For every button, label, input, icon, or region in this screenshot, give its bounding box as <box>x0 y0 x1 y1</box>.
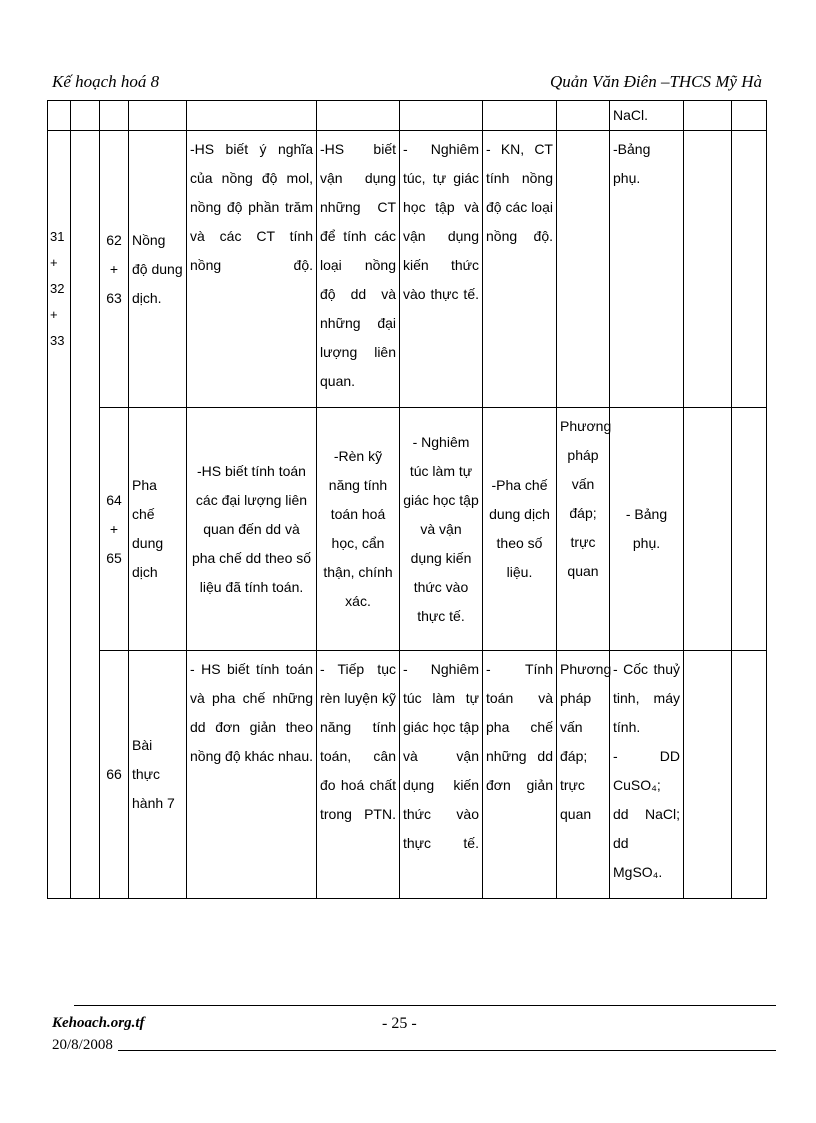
footer-rule <box>118 1050 776 1051</box>
lesson-number: 62 + 63 <box>100 131 129 408</box>
table-row <box>48 651 767 899</box>
lesson-number: 66 <box>100 651 129 899</box>
lesson-title: Bài thực hành 7 <box>129 651 187 899</box>
cell-empty <box>684 408 732 651</box>
resources: - Cốc thuỷ tinh, máy tính. - DD CuSO₄; dd NaCl; dd MgSO₄. <box>610 651 684 899</box>
table-row <box>48 131 767 408</box>
footer-site: Kehoach.org.tf <box>52 1015 145 1031</box>
cell-empty <box>483 101 557 131</box>
cell-empty <box>557 101 610 131</box>
key-focus: -Pha chế dung dịch theo số liệu. <box>483 408 557 651</box>
lesson-title: Pha chế dung dịch <box>129 408 187 651</box>
cell-empty <box>732 408 767 651</box>
cell-empty <box>100 101 129 131</box>
teaching-method <box>557 131 610 408</box>
key-focus: - KN, CT tính nồng độ các loại nồng độ. <box>483 131 557 408</box>
cell-empty <box>129 101 187 131</box>
skill-objective: -HS biết vận dụng những CT để tính các loại nồng độ dd và những đại lượng liên quan. <box>317 131 400 408</box>
knowledge-objective: - HS biết tính toán và pha chế những dd đơn giản theo nồng độ khác nhau. <box>187 651 317 899</box>
key-focus: - Tính toán và pha chế những dd đơn giản <box>483 651 557 899</box>
cell-week-empty <box>48 101 71 131</box>
table-row <box>48 408 767 651</box>
cell-empty <box>71 131 100 899</box>
table-row-top <box>48 101 767 131</box>
resources: -Bảng phụ. <box>610 131 684 408</box>
footer-date: 20/8/2008 <box>52 1037 113 1053</box>
teaching-method: Phương pháp vấn đáp; trực quan <box>557 408 610 651</box>
page-number: - 25 - <box>382 1015 417 1032</box>
cell-empty <box>732 131 767 408</box>
attitude-objective: - Nghiêm túc làm tự giác học tập và vận dụng kiến thức vào thực tế. <box>400 651 483 899</box>
cell-empty <box>684 101 732 131</box>
attitude-objective: - Nghiêm túc làm tự giác học tập và vận dụng kiến thức vào thực tế. <box>400 408 483 651</box>
teaching-method: Phương pháp vấn đáp; trực quan <box>557 651 610 899</box>
cell-empty <box>400 101 483 131</box>
cell-empty <box>684 131 732 408</box>
footer-rule <box>74 1005 776 1006</box>
cell-empty <box>732 101 767 131</box>
cell-empty <box>317 101 400 131</box>
knowledge-objective: -HS biết tính toán các đại lượng liên quan đến dd và pha chế dd theo số liệu đã tính toán. <box>187 408 317 651</box>
cell-resources-top: NaCl. <box>610 101 684 131</box>
skill-objective: -Rèn kỹ năng tính toán hoá học, cẩn thận, chính xác. <box>317 408 400 651</box>
cell-empty <box>71 101 100 131</box>
cell-empty <box>684 651 732 899</box>
header-left: Kế hoạch hoá 8 <box>52 72 160 91</box>
week-number: 31 + 32 + 33 <box>50 229 65 348</box>
lesson-title: Nồng độ dung dịch. <box>129 131 187 408</box>
cell-empty <box>732 651 767 899</box>
attitude-objective: - Nghiêm túc, tự giác học tập và vận dụng kiến thức vào thực tế. <box>400 131 483 408</box>
cell-week <box>48 131 71 899</box>
cell-empty <box>187 101 317 131</box>
lesson-number: 64 + 65 <box>100 408 129 651</box>
skill-objective: - Tiếp tục rèn luyện kỹ năng tính toán, cân đo hoá chất trong PTN. <box>317 651 400 899</box>
lesson-plan-table <box>47 100 767 899</box>
header-right: Quản Văn Điên –THCS Mỹ Hà <box>549 72 762 91</box>
knowledge-objective: -HS biết ý nghĩa của nồng độ mol, nồng độ phần trăm và các CT tính nồng độ. <box>187 131 317 408</box>
resources: - Bảng phụ. <box>610 408 684 651</box>
